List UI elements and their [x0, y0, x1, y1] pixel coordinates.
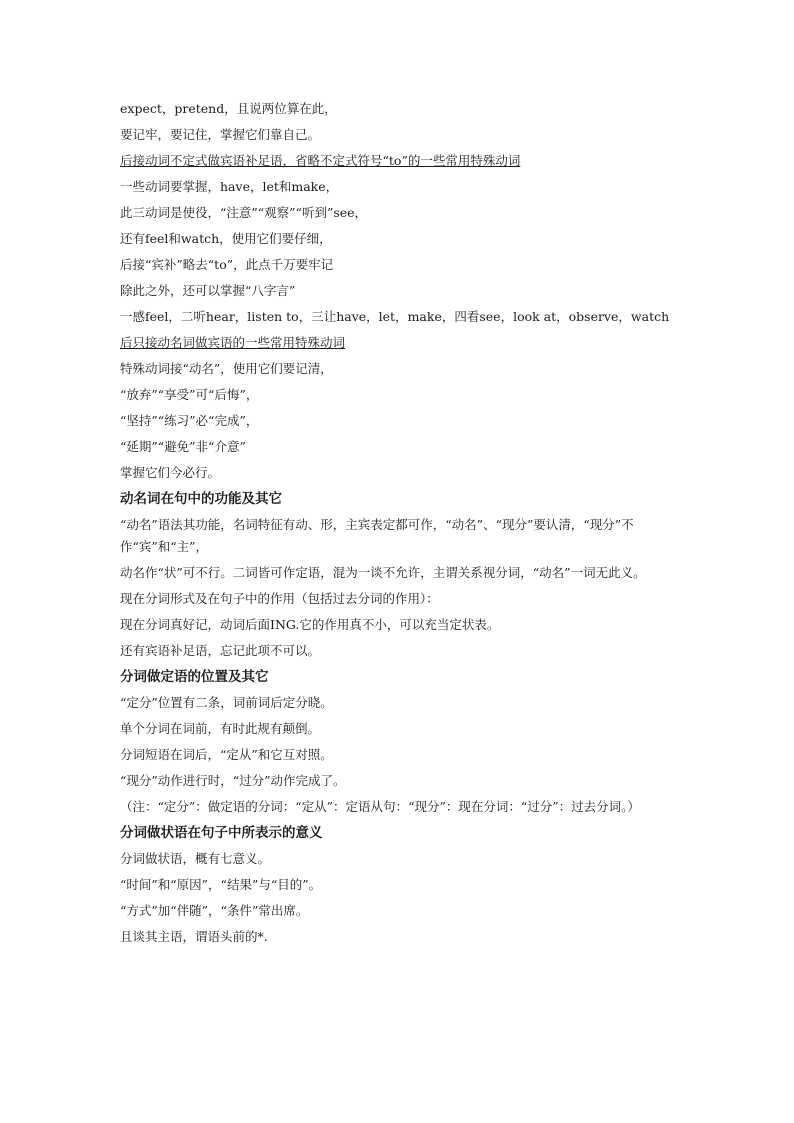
- document-body: [120, 96, 680, 950]
- text-line: “动名”语法其功能，名词特征有动、形，主宾表定都可作，“动名”、“现分”要认清，“现分”不作“宾”和“主”，: [120, 517, 634, 554]
- text-line: 现在分词形式及在句子中的作用（包括过去分词的作用）：: [120, 591, 439, 606]
- text-line: 分词做状语，概有七意义。: [120, 851, 271, 866]
- text-line: （注：“定分”：做定语的分词：“定从”：定语从句：“现分”：现在分词：“过分”：过去分词。）: [120, 799, 640, 814]
- text-line: expect，pretend，且说两位算在此，: [120, 101, 337, 116]
- text-line: 掌握它们今必行。: [120, 465, 221, 480]
- text-line: 此三动词是使役，“注意”“观察”“听到”see，: [120, 205, 368, 220]
- text-line: 后接“宾补”略去“to”，此点千万要牢记: [120, 257, 334, 272]
- section-title-link[interactable]: 后接动词不定式做宾语补足语，省略不定式符号“to”的一些常用特殊动词: [120, 153, 521, 168]
- section-heading: 分词做状语在句子中所表示的意义: [120, 825, 323, 841]
- text-line: “坚持”“练习”必“完成”，: [120, 413, 259, 428]
- text-line: 分词短语在词后，“定从”和它互对照。: [120, 747, 333, 762]
- text-line: 特殊动词接“动名”，使用它们要记清，: [120, 361, 333, 376]
- text-line: 还有宾语补足语，忘记此项不可以。: [120, 643, 321, 658]
- section-title-link[interactable]: 后只接动名词做宾语的一些常用特殊动词: [120, 335, 346, 350]
- text-line: “延期”“避免”非“介意”: [120, 439, 246, 454]
- section-heading: 动名词在句中的功能及其它: [120, 491, 282, 507]
- text-line: 一感feel，二听hear，listen to，三让have，let，make，四看see，look at，observe，watch: [120, 309, 670, 324]
- text-line: 一些动词要掌握，have，let和make，: [120, 179, 339, 194]
- text-line: 要记牢，要记住，掌握它们靠自己。: [120, 127, 321, 142]
- text-line: “时间”和“原因”，“结果”与“目的”。: [120, 877, 322, 892]
- text-line: 现在分词真好记，动词后面ING.它的作用真不小，可以充当定状表。: [120, 617, 500, 632]
- text-line: “定分”位置有二条，词前词后定分晓。: [120, 695, 333, 710]
- text-line: 动名作“状”可不行。二词皆可作定语，混为一谈不允许，主谓关系视分词，“动名”一词无此义。: [120, 565, 646, 580]
- text-line: 除此之外，还可以掌握“八字言”: [120, 283, 296, 298]
- section-heading: 分词做定语的位置及其它: [120, 669, 269, 685]
- text-line: 单个分词在词前，有时此规有颠倒。: [120, 721, 321, 736]
- text-line: “方式”加“伴随”，“条件”常出席。: [120, 903, 309, 918]
- text-line: 且谈其主语，谓语头前的*.: [120, 929, 268, 944]
- text-line: “现分”动作进行时，“过分”动作完成了。: [120, 773, 346, 788]
- text-line: 还有feel和watch，使用它们要仔细，: [120, 231, 332, 246]
- text-line: “放弃”“享受”可“后悔”，: [120, 387, 259, 402]
